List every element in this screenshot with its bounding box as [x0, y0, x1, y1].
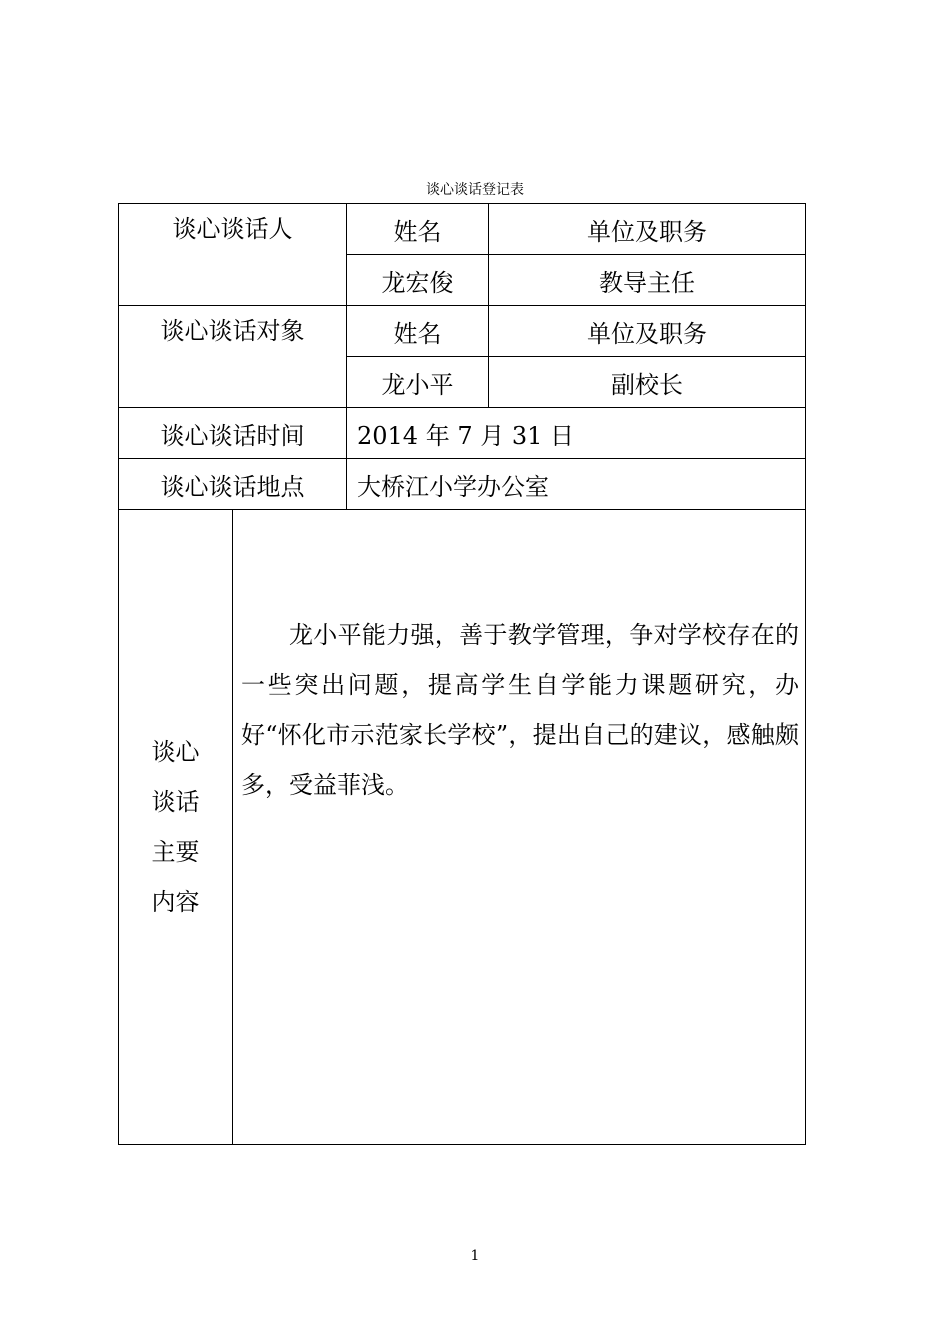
- location-row: [119, 459, 806, 510]
- content-label-line-2: 谈话: [151, 788, 200, 816]
- talker-name-header: 姓名: [347, 204, 489, 255]
- target-position-header: 单位及职务: [489, 306, 806, 357]
- content-row: [119, 510, 806, 1145]
- location-value: 大桥江小学办公室: [347, 459, 806, 510]
- content-label-line-4: 内容: [151, 888, 200, 916]
- target-label: 谈心谈话对象: [119, 306, 347, 408]
- talker-position: 教导主任: [489, 255, 806, 306]
- content-label-line-1: 谈心: [151, 738, 200, 766]
- content-label: [119, 510, 233, 1145]
- location-label: 谈心谈话地点: [119, 459, 347, 510]
- time-value: 2014 年 7 月 31 日: [347, 408, 806, 459]
- talker-header-row: [119, 204, 806, 255]
- time-label: 谈心谈话时间: [119, 408, 347, 459]
- talker-name: 龙宏俊: [347, 255, 489, 306]
- target-name-header: 姓名: [347, 306, 489, 357]
- content-cell: [233, 510, 806, 1145]
- content-text: 龙小平能力强，善于教学管理，争对学校存在的一些突出问题，提高学生自学能力课题研究，办好“怀化市示范家长学校”，提出自己的建议，感触颇多，受益菲浅。: [241, 621, 799, 799]
- talker-label: 谈心谈话人: [119, 204, 347, 306]
- page-number: 1: [470, 1248, 480, 1264]
- document-title: 谈心谈话登记表: [426, 182, 524, 198]
- target-header-row: [119, 306, 806, 357]
- time-row: [119, 408, 806, 459]
- target-position: 副校长: [489, 357, 806, 408]
- talker-position-header: 单位及职务: [489, 204, 806, 255]
- content-label-line-3: 主要: [151, 838, 200, 866]
- target-name: 龙小平: [347, 357, 489, 408]
- talk-registration-form: [118, 203, 806, 1145]
